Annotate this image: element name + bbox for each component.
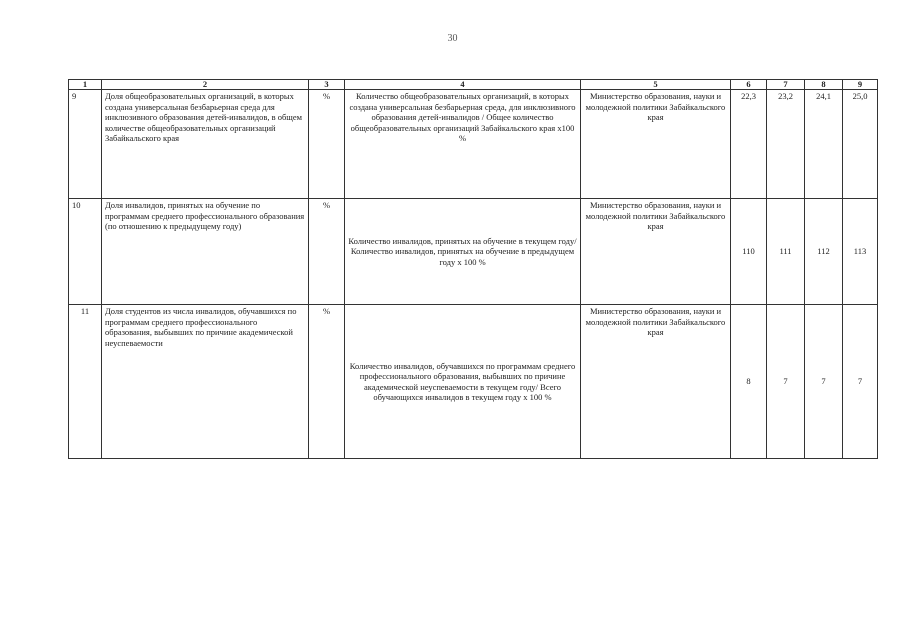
indicator-name: Доля общеобразовательных организаций, в которых создана универсальная безбарьерная среда для инклюзивного образования детей-инвалидов, в общем количестве общеобразовательных организаций Забайкальского края [102, 90, 309, 199]
indicators-table [68, 79, 878, 459]
header-cell-2: 2 [102, 80, 309, 90]
value-col-9: 7 [843, 305, 878, 459]
table-row [69, 199, 878, 305]
header-cell-4: 4 [345, 80, 581, 90]
value-col-7: 23,2 [767, 90, 805, 199]
row-number: 11 [69, 305, 102, 459]
value-col-8: 24,1 [805, 90, 843, 199]
header-cell-5: 5 [581, 80, 731, 90]
value-col-7: 7 [767, 305, 805, 459]
row-number: 10 [69, 199, 102, 305]
responsible: Министерство образования, науки и молодежной политики Забайкальского края [581, 305, 731, 459]
formula: Количество инвалидов, обучавшихся по программам среднего профессионального образования, выбывших по причине академической неуспеваемости в текущем году/ Всего обучающихся инвалидов в текущем году х 100 % [345, 305, 581, 459]
value-col-7: 111 [767, 199, 805, 305]
unit: % [309, 305, 345, 459]
header-cell-3: 3 [309, 80, 345, 90]
header-cell-9: 9 [843, 80, 878, 90]
page-number: 30 [447, 33, 458, 44]
responsible: Министерство образования, науки и молодежной политики Забайкальского края [581, 90, 731, 199]
row-number: 9 [69, 90, 102, 199]
unit: % [309, 199, 345, 305]
responsible: Министерство образования, науки и молодежной политики Забайкальского края [581, 199, 731, 305]
value-col-8: 7 [805, 305, 843, 459]
formula: Количество общеобразовательных организаций, в которых создана универсальная безбарьерная среда, для инклюзивного образования детей-инвалидов / Общее количество общеобразовательных организаций Забайкальского края х100 % [345, 90, 581, 199]
value-col-6: 22,3 [731, 90, 767, 199]
value-col-8: 112 [805, 199, 843, 305]
header-row [69, 80, 878, 90]
formula: Количество инвалидов, принятых на обучение в текущем году/ Количество инвалидов, принятых на обучение в предыдущем году х 100 % [345, 199, 581, 305]
header-cell-7: 7 [767, 80, 805, 90]
indicator-name: Доля студентов из числа инвалидов, обучавшихся по программам среднего профессионального образования, выбывших по причине академической неуспеваемости [102, 305, 309, 459]
table-row [69, 90, 878, 199]
unit: % [309, 90, 345, 199]
value-col-9: 113 [843, 199, 878, 305]
indicator-name: Доля инвалидов, принятых на обучение по программам среднего профессионального образования (по отношению к предыдущему году) [102, 199, 309, 305]
header-cell-1: 1 [69, 80, 102, 90]
value-col-6: 8 [731, 305, 767, 459]
table-row [69, 305, 878, 459]
value-col-6: 110 [731, 199, 767, 305]
header-cell-8: 8 [805, 80, 843, 90]
header-cell-6: 6 [731, 80, 767, 90]
value-col-9: 25,0 [843, 90, 878, 199]
